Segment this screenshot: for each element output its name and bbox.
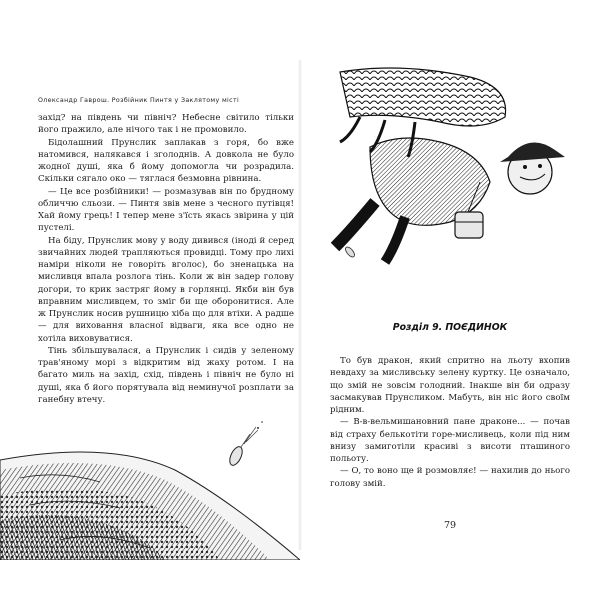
left-page-text <box>38 112 294 406</box>
paragraph: — В-в-вельмишановний пане драконе... — почав від страху белькотіти горе-мисливець, коли під ним внизу замиготіли красиві з висоти пташиного польоту. <box>330 417 570 464</box>
dragon-hunter-illustration <box>330 62 570 272</box>
page-number: 79 <box>443 520 457 531</box>
landscape-illustration <box>0 400 300 560</box>
paragraph: — О, то воно ще й розмовляє! — нахилив до нього голову змій. <box>330 466 570 489</box>
paragraph: захід? на південь чи північ? Небесне світило тільки його пражило, але нічого так і не промовило. <box>38 113 294 136</box>
chapter-title: Розділ 9. ПОЄДИНОК <box>392 322 508 333</box>
right-page-text <box>330 355 570 490</box>
paragraph: — Це все розбійники! — розмазував він по брудному обличчю сльози. — Пинтя звів мене з чесного путівця! Хай йому грець! І тепер мене з'їсть якась звірина у цій пустелі. <box>38 186 294 234</box>
running-head: Олександр Гаврош. Розбійник Пинтя у Заклятому місті <box>38 97 240 104</box>
paragraph: То був дракон, який спритно на льоту вхопив невдаху за мисливську зелену куртку. Це означало, що змій не зовсім голодний. Інакше він би одразу засмакував Прунсликом. Мабуть, він ніс його своїм рідним. <box>330 356 570 415</box>
paragraph: Тінь збільшувалася, а Прунслик і сидів у зеленому трав'яному морі з відкритим від жаху ротом. І на багато миль на захід, схід, південь і північ не було ні душі, яка б його порятувала від неминучої розплати за ганебну втечу. <box>38 345 294 405</box>
paragraph: Бідолашний Прунслик заплакав з горя, бо вже натомився, налякався і зголоднів. А довкола не було жодної душі, яка б йому допомогла чи розрадила. Скільки сягало око — тяглася безмовна рівнина. <box>38 137 294 185</box>
paragraph: На біду, Прунслик мову у воду дивився (іноді й серед звичайних людей трапляються провидці. Тому про лихі наміри ніколи не говоріть вголос), бо зненацька на мисливця впала розлога тінь. Коли ж він задер голову догори, то крик застряг йому в горлянці. Якби він був вправним мисливцем, то зміг би ще оборонитися. Але ж Прунслик носив рушницю хіба що для втіхи. А радше — для виховання власної відваги, яка все одно не хотіла виховуватися. <box>38 235 294 344</box>
